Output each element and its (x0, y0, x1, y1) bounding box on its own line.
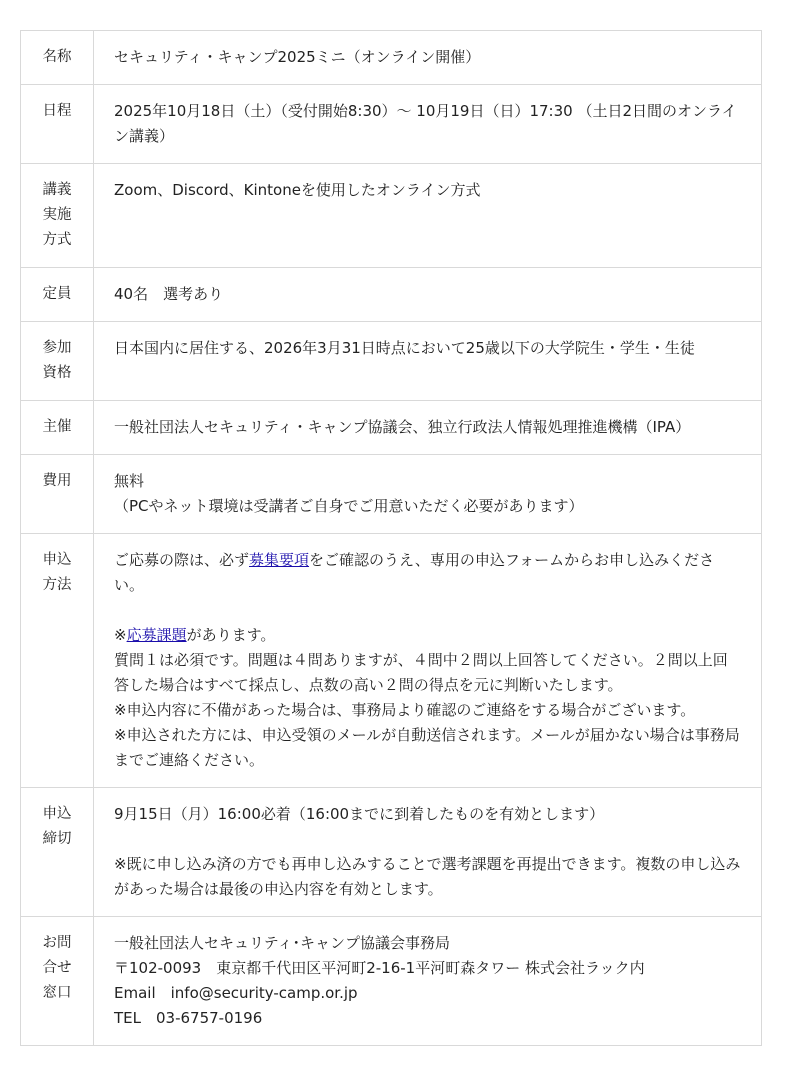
row-value-organizer (94, 401, 762, 455)
method-text: Zoom、Discord、Kintoneを使用したオンライン方式 (114, 181, 481, 199)
guidelines-link[interactable]: 募集要項 (249, 551, 310, 569)
row-label-deadline: 申込 締切 (21, 788, 94, 917)
row-value-capacity (94, 268, 762, 322)
contact-email: Email info@security-camp.or.jp (114, 984, 358, 1002)
contact-office: 一般社団法人セキュリティ･キャンプ協議会事務局 (114, 934, 451, 952)
fee-amount: 無料 (114, 472, 145, 490)
row-value-contact (94, 917, 762, 1046)
apply-paragraph-2: ※応募課題があります。 (114, 626, 276, 644)
apply-paragraph-1: ご応募の際は、必ず募集要項をご確認のうえ、専用の申込フォームからお申し込みください。 (114, 551, 715, 594)
row-label-organizer: 主催 (21, 401, 94, 455)
row-label-method: 講義 実施 方式 (21, 164, 94, 268)
table-row-name (21, 31, 762, 85)
organizer-text: 一般社団法人セキュリティ・キャンプ協議会、独立行政法人情報処理推進機構（IPA） (114, 418, 691, 436)
event-info-table (20, 30, 762, 1046)
table-row-eligibility (21, 322, 762, 401)
row-label-capacity: 定員 (21, 268, 94, 322)
eligibility-text: 日本国内に居住する、2026年3月31日時点において25歳以下の大学院生・学生・生徒 (114, 339, 695, 357)
row-label-apply: 申込 方法 (21, 534, 94, 788)
row-value-deadline (94, 788, 762, 917)
event-name-text: セキュリティ・キャンプ2025ミニ（オンライン開催） (114, 48, 481, 66)
row-value-method (94, 164, 762, 268)
spacer (114, 827, 741, 852)
table-row-organizer (21, 401, 762, 455)
row-value-apply (94, 534, 762, 788)
table-row-deadline (21, 788, 762, 917)
row-label-eligibility: 参加 資格 (21, 322, 94, 401)
row-value-eligibility (94, 322, 762, 401)
assignment-link[interactable]: 応募課題 (126, 626, 187, 644)
apply-paragraph-4: ※申込内容に不備があった場合は、事務局より確認のご連絡をする場合がございます。 (114, 701, 696, 719)
table-row-fee (21, 455, 762, 534)
contact-phone: TEL 03-6757-0196 (114, 1009, 263, 1027)
table-row-method (21, 164, 762, 268)
table-row-contact (21, 917, 762, 1046)
row-value-fee (94, 455, 762, 534)
table-row-capacity (21, 268, 762, 322)
row-value-name (94, 31, 762, 85)
contact-address: 〒102-0093 東京都千代田区平河町2-16-1平河町森タワー 株式会社ラック内 (114, 959, 645, 977)
deadline-date: 9月15日（月）16:00必着（16:00までに到着したものを有効とします） (114, 805, 605, 823)
deadline-note: ※既に申し込み済の方でも再申し込みすることで選考課題を再提出できます。複数の申し込みがあった場合は最後の申込内容を有効とします。 (114, 855, 741, 898)
fee-note: （PCやネット環境は受講者ご自身でご用意いただく必要があります） (114, 497, 584, 515)
row-label-schedule: 日程 (21, 85, 94, 164)
table-row-schedule (21, 85, 762, 164)
row-label-fee: 費用 (21, 455, 94, 534)
capacity-text: 40名 選考あり (114, 285, 224, 303)
schedule-text: 2025年10月18日（土）（受付開始8:30）〜 10月19日（日）17:30 （土日2日間のオンライン講義） (114, 102, 737, 145)
row-value-schedule (94, 85, 762, 164)
spacer (114, 598, 741, 623)
apply-paragraph-3: 質問１は必須です。問題は４問ありますが、４問中２問以上回答してください。２問以上回答した場合はすべて採点し、点数の高い２問の得点を元に判断いたします。 (114, 651, 728, 694)
row-label-contact: お問 合せ 窓口 (21, 917, 94, 1046)
table-row-apply (21, 534, 762, 788)
apply-paragraph-5: ※申込された方には、申込受領のメールが自動送信されます。メールが届かない場合は事務局までご連絡ください。 (114, 726, 740, 769)
row-label-name: 名称 (21, 31, 94, 85)
